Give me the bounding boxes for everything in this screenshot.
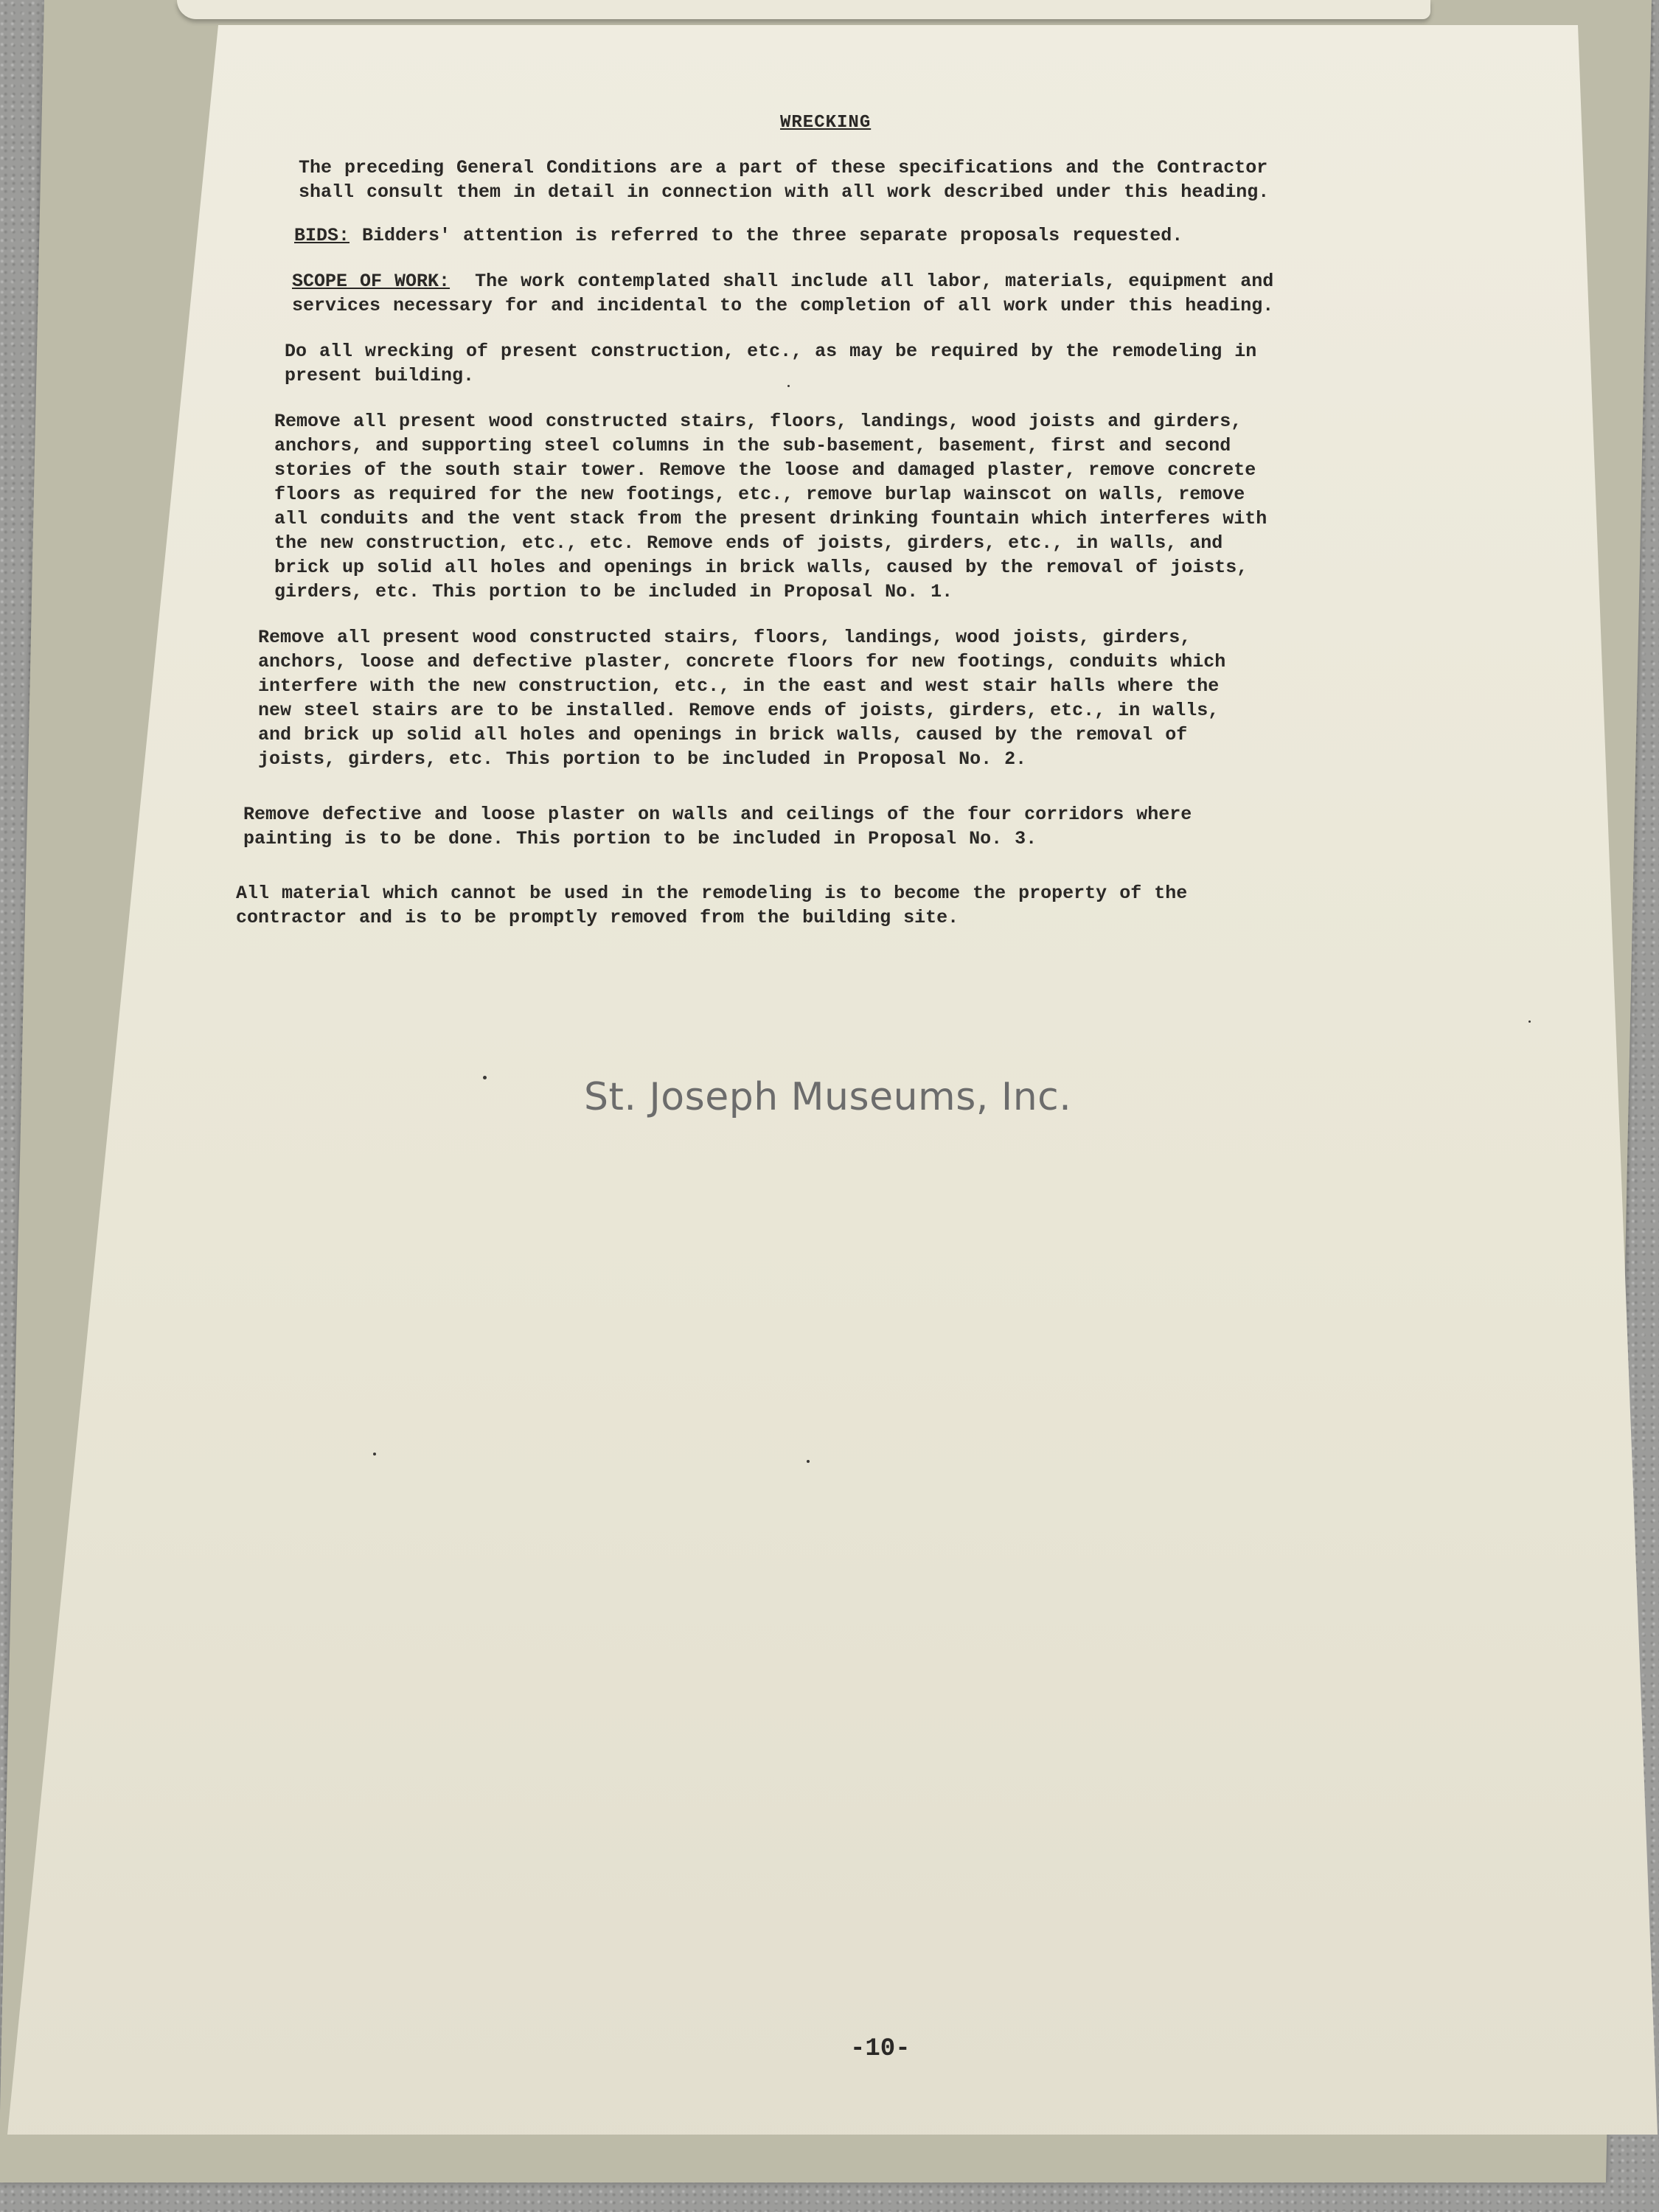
proposal-1-line: stories of the south stair tower. Remove the loose and damaged plaster, remove concrete <box>274 459 1256 481</box>
museum-watermark: St. Joseph Museums, Inc. <box>584 1075 1072 1119</box>
paper-speck <box>1528 1020 1531 1023</box>
paper-speck <box>807 1460 810 1463</box>
scope-line <box>292 269 1273 293</box>
proposal-2-paragraph <box>258 625 1225 771</box>
proposal-3-line: Remove defective and loose plaster on walls and ceilings of the four corridors where <box>243 804 1192 825</box>
proposal-2-line: joists, girders, etc. This portion to be included in Proposal No. 2. <box>258 748 1027 770</box>
material-line: All material which cannot be used in the remodeling is to become the property of the <box>236 883 1188 904</box>
proposal-2-line: and brick up solid all holes and openings in brick walls, caused by the removal of <box>258 724 1188 745</box>
intro-line: The preceding General Conditions are a part of these specifications and the Contractor <box>299 157 1268 178</box>
intro-paragraph <box>299 156 1269 204</box>
proposal-1-line: girders, etc. This portion to be included in Proposal No. 1. <box>274 581 953 602</box>
proposal-2-line: anchors, loose and defective plaster, concrete floors for new footings, conduits which <box>258 651 1226 672</box>
wrecking-line: Do all wrecking of present construction, etc., as may be required by the remodeling in <box>285 341 1257 362</box>
proposal-2-line: Remove all present wood constructed stairs, floors, landings, wood joists, girders, <box>258 627 1192 648</box>
proposal-1-line: all conduits and the vent stack from the present drinking fountain which interferes with <box>274 508 1267 529</box>
paper-speck <box>373 1453 376 1455</box>
page-title: WRECKING <box>780 113 872 133</box>
proposal-3-paragraph <box>243 802 1192 851</box>
proposal-1-line: anchors, and supporting steel columns in the sub-basement, basement, first and second <box>274 435 1231 456</box>
proposal-2-line: new steel stairs are to be installed. Remove ends of joists, girders, etc., in walls, <box>258 700 1220 721</box>
paper-speck <box>787 385 790 387</box>
scope-line-1: The work contemplated shall include all labor, materials, equipment and <box>475 271 1274 292</box>
wrecking-line: present building. <box>285 365 475 386</box>
bids-paragraph <box>294 223 1183 248</box>
intro-line: shall consult them in detail in connection with all work described under this heading. <box>299 181 1270 203</box>
scope-line-2: services necessary for and incidental to the completion of all work under this heading. <box>292 295 1274 316</box>
bids-text: Bidders' attention is referred to the three separate proposals requested. <box>362 225 1183 246</box>
proposal-1-paragraph <box>274 409 1267 604</box>
proposal-1-line: the new construction, etc., etc. Remove ends of joists, girders, etc., in walls, and <box>274 532 1223 554</box>
paper-speck <box>483 1076 487 1079</box>
scope-paragraph <box>292 269 1273 318</box>
proposal-1-line: Remove all present wood constructed stairs, floors, landings, wood joists and girders, <box>274 411 1242 432</box>
proposal-1-line: brick up solid all holes and openings in brick walls, caused by the removal of joists, <box>274 557 1248 578</box>
page-number: -10- <box>850 2035 911 2063</box>
material-paragraph <box>236 881 1187 930</box>
proposal-1-line: floors as required for the new footings, etc., remove burlap wainscot on walls, remove <box>274 484 1245 505</box>
material-line: contractor and is to be promptly removed from the building site. <box>236 907 959 928</box>
proposal-3-line: painting is to be done. This portion to be included in Proposal No. 3. <box>243 828 1037 849</box>
scope-label: SCOPE OF WORK: <box>292 271 451 292</box>
wrecking-paragraph <box>285 339 1256 388</box>
bids-label: BIDS: <box>294 225 350 246</box>
proposal-2-line: interfere with the new construction, etc., in the east and west stair halls where the <box>258 675 1220 697</box>
